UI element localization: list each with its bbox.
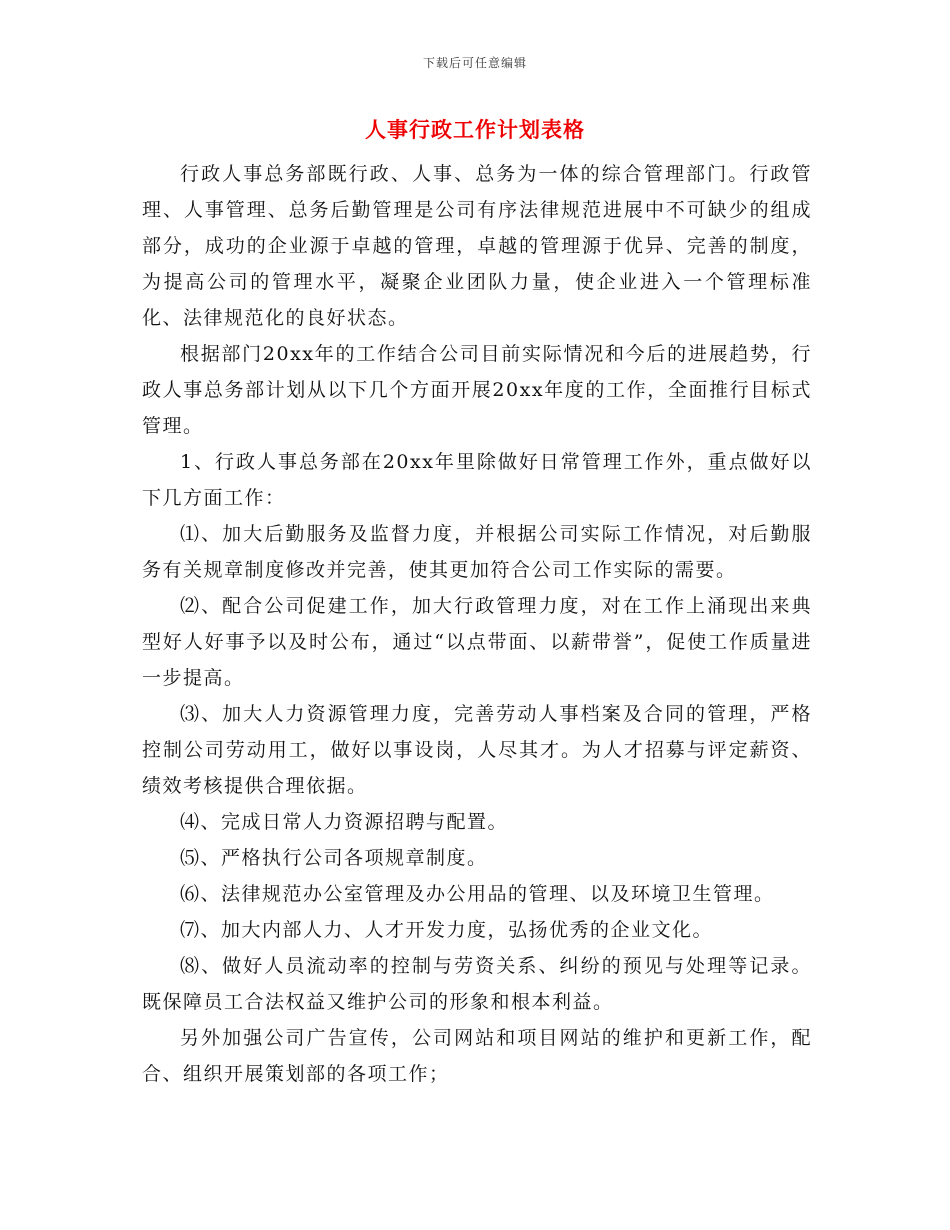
header-note: 下载后可任意编辑: [422, 56, 527, 70]
paragraph-intro: 行政人事总务部既行政、人事、总务为一体的综合管理部门。行政管理、人事管理、总务后勤管理是公司有序法律规范进展中不可缺少的组成部分，成功的企业源于卓越的管理，卓越的管理源于优异、完善的制度，为提高公司的管理水平，凝聚企业团队力量，使企业进入一个管理标准化、法律规范化的良好状态。: [142, 163, 812, 329]
paragraph-subitem-7: ⑺、加大内部人力、人才开发力度，弘扬优秀的企业文化。: [180, 919, 714, 941]
paragraph-item-1: 1、行政人事总务部在20xx年里除做好日常管理工作外，重点做好以下几方面工作：: [142, 451, 812, 509]
paragraph-subitem-5: ⑸、严格执行公司各项规章制度。: [180, 847, 488, 869]
paragraph-subitem-3: ⑶、加大人力资源管理力度，完善劳动人事档案及合同的管理，严格控制公司劳动用工，做好以事设岗，人尽其才。为人才招募与评定薪资、绩效考核提供合理依据。: [142, 703, 812, 797]
document-body: [142, 156, 812, 1092]
paragraph-subitem-4: ⑷、完成日常人力资源招聘与配置。: [180, 811, 509, 833]
paragraph-additional: 另外加强公司广告宣传，公司网站和项目网站的维护和更新工作，配合、组织开展策划部的各项工作；: [142, 1027, 812, 1085]
document-title: 人事行政工作计划表格: [365, 118, 585, 142]
paragraph-plan: 根据部门20xx年的工作结合公司目前实际情况和今后的进展趋势，行政人事总务部计划从以下几个方面开展20xx年度的工作，全面推行目标式管理。: [142, 343, 812, 437]
paragraph-subitem-2: ⑵、配合公司促建工作，加大行政管理力度，对在工作上涌现出来典型好人好事予以及时公布，通过“以点带面、以薪带誉”，促使工作质量进一步提高。: [142, 595, 812, 689]
paragraph-subitem-8: ⑻、做好人员流动率的控制与劳资关系、纠纷的预见与处理等记录。既保障员工合法权益又维护公司的形象和根本利益。: [142, 955, 812, 1013]
paragraph-subitem-6: ⑹、法律规范办公室管理及办公用品的管理、以及环境卫生管理。: [180, 883, 775, 905]
paragraph-subitem-1: ⑴、加大后勤服务及监督力度，并根据公司实际工作情况，对后勤服务有关规章制度修改并完善，使其更加符合公司工作实际的需要。: [142, 523, 812, 581]
